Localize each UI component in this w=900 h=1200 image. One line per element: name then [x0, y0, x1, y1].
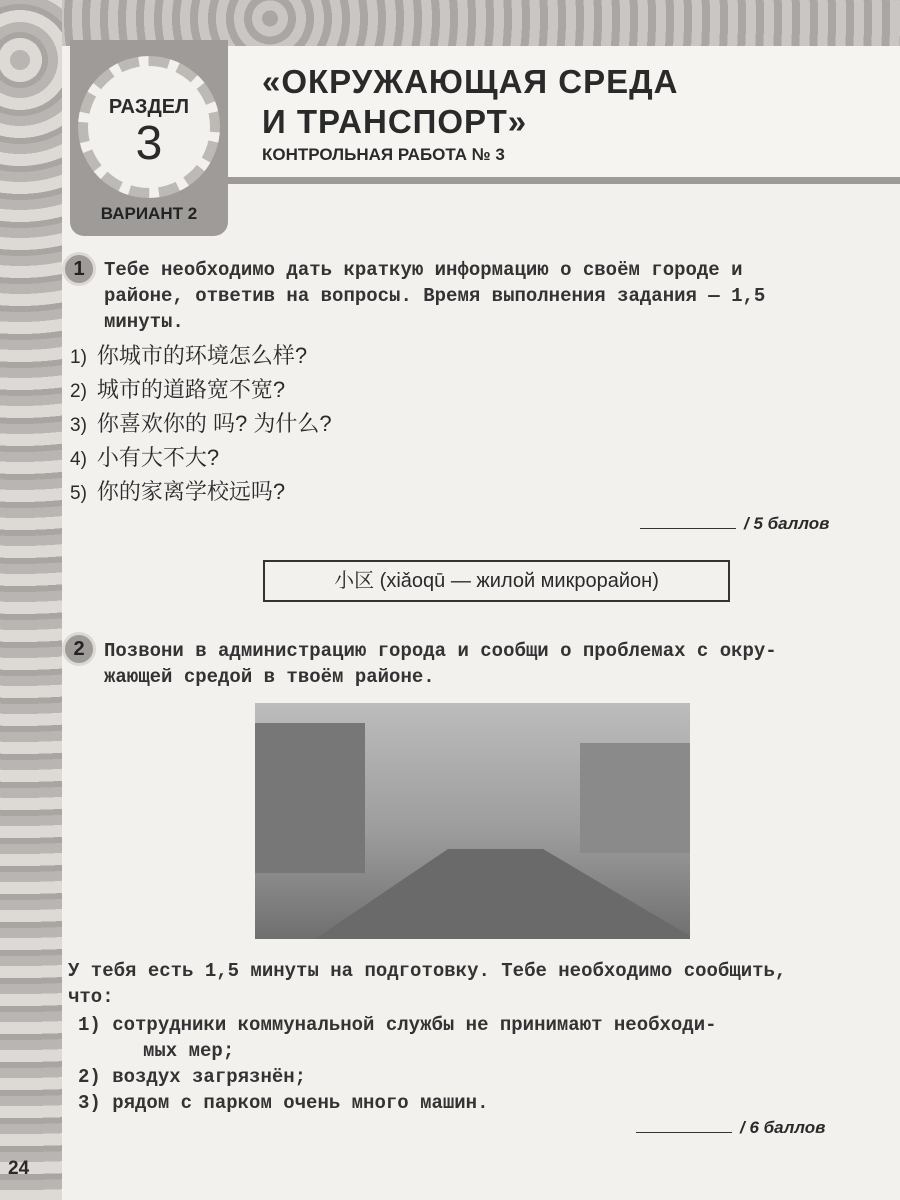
- decorative-left-border: [0, 0, 62, 1200]
- score-text: / 5 баллов: [744, 514, 830, 533]
- text-line: районе, ответив на вопросы. Время выполнения задания — 1,5: [104, 285, 766, 307]
- task-number-badge: 2: [62, 632, 96, 666]
- section-label: РАЗДЕЛ: [108, 96, 190, 118]
- score-field: [640, 514, 829, 534]
- text-line: Позвони в администрацию города и сообщи о проблемах с окру-: [104, 640, 777, 662]
- variant-label: ВАРИАНТ 2: [100, 204, 198, 223]
- list-item: [70, 476, 332, 510]
- item-text: сотрудники коммунальной службы не принимают необходи-: [112, 1014, 717, 1036]
- list-item: [70, 374, 332, 408]
- page-number: 24: [8, 1158, 30, 1179]
- item-number: 1): [70, 347, 87, 368]
- photo-building: [255, 723, 365, 873]
- question-list: [70, 340, 332, 510]
- question-text: 你城市的环境怎么样?: [96, 343, 308, 368]
- list-item: [70, 408, 332, 442]
- text-line: У тебя есть 1,5 минуты на подготовку. Тебе необходимо сообщить,: [68, 960, 787, 982]
- score-blank[interactable]: [640, 528, 736, 529]
- vocabulary-box: 小区 (xiǎoqū — жилой микрорайон): [263, 560, 730, 602]
- list-item: [78, 1064, 717, 1090]
- task2-items: [78, 1012, 717, 1116]
- section-number: 3: [135, 117, 163, 170]
- smog-street-photo: [255, 703, 690, 939]
- photo-road: [315, 849, 690, 939]
- item-number: 3): [78, 1092, 101, 1114]
- list-item: [78, 1012, 717, 1038]
- item-number: 1): [78, 1014, 101, 1036]
- title-line: «ОКРУЖАЮЩАЯ СРЕДА: [262, 63, 679, 100]
- title-line: И ТРАНСПОРТ»: [262, 103, 528, 140]
- question-text: 小有大不大?: [96, 445, 220, 470]
- score-blank[interactable]: [636, 1132, 732, 1133]
- page-title: [262, 62, 679, 142]
- list-item: [70, 442, 332, 476]
- text-line: жающей средой в твоём районе.: [104, 666, 435, 688]
- photo-building: [580, 743, 690, 853]
- task-number-badge: 1: [62, 252, 96, 286]
- text-line: минуты.: [104, 311, 184, 333]
- item-number: 3): [70, 415, 87, 436]
- text-line: Тебе необходимо дать краткую информацию о своём городе и: [104, 259, 743, 281]
- section-circle: [78, 56, 220, 198]
- item-number: 2): [70, 381, 87, 402]
- task2-prep: [68, 958, 786, 1010]
- score-text: / 6 баллов: [740, 1118, 826, 1137]
- section-tab: [70, 40, 228, 236]
- score-field: [636, 1118, 825, 1138]
- question-text: 你喜欢你的 吗? 为什么?: [96, 411, 332, 436]
- item-text: мых мер;: [143, 1040, 235, 1062]
- list-item: [78, 1090, 717, 1116]
- question-text: 你的家离学校远吗?: [96, 479, 286, 504]
- task1-text: [104, 257, 765, 335]
- item-number: 5): [70, 483, 87, 504]
- item-text: воздух загрязнён;: [112, 1066, 307, 1088]
- item-number: 2): [78, 1066, 101, 1088]
- question-text: 城市的道路宽不宽?: [96, 377, 286, 402]
- text-line: что:: [68, 986, 114, 1008]
- task2-text: [104, 638, 777, 690]
- page-subtitle: КОНТРОЛЬНАЯ РАБОТА № 3: [262, 145, 505, 164]
- item-number: 4): [70, 449, 87, 470]
- list-item: [70, 340, 332, 374]
- item-text: рядом с парком очень много машин.: [112, 1092, 489, 1114]
